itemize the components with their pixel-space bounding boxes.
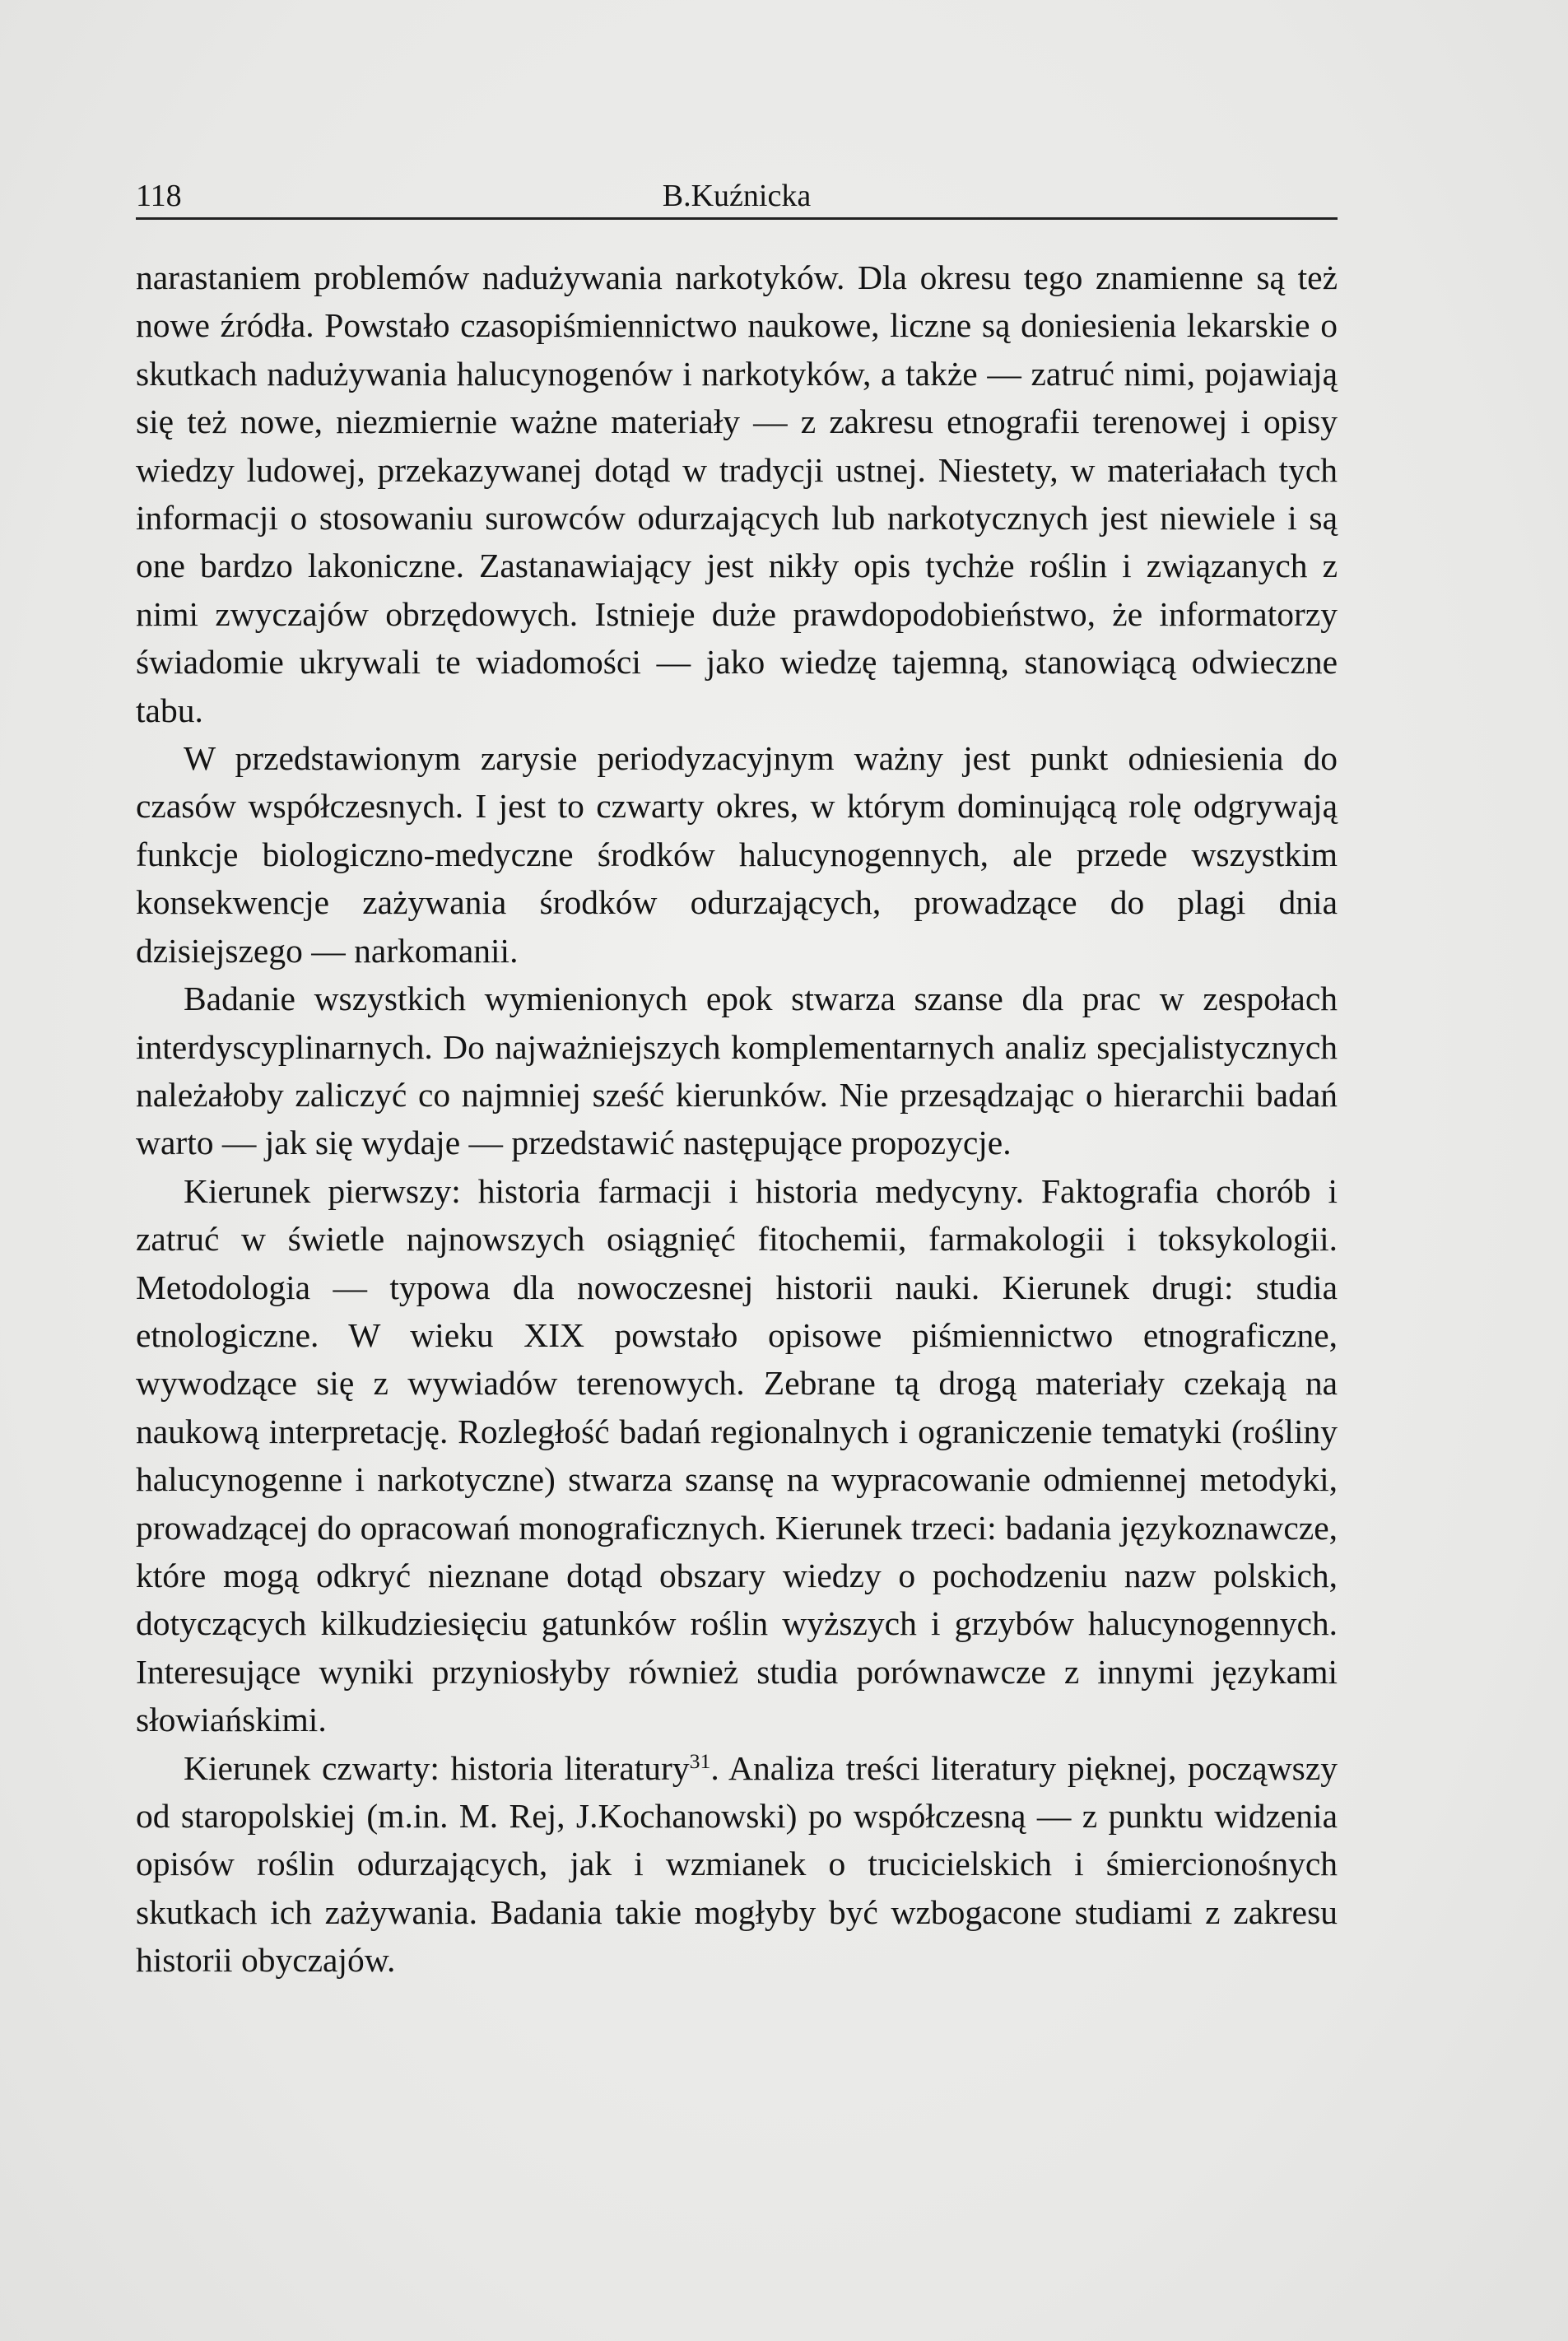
paragraph-research-directions: Kierunek pierwszy: historia farmacji i historia medycyny. Faktografia chorób i zatruć w świetle najnowszych osiągnięć fitochemii, farmakologii i toksykologii. Metodologia — typowa dla nowoczesnej historii nauki. Kierunek drugi: studia etnologiczne. W wieku XIX powstało opisowe piśmiennictwo etnograficzne, wywodzące się z wywiadów terenowych. Zebrane tą drogą materiały czekają na naukową interpretację. Rozległość badań regionalnych i ograniczenie tematyki (rośliny halucynogenne i narkotyczne) stwarza szansę na wypracowanie odmiennej metodyki, prowadzącej do opracowań monograficznych. Kierunek trzeci: badania językoznawcze, które mogą odkryć nieznane dotąd obszary wiedzy o pochodzeniu nazw polskich, dotyczących kilkudziesięciu gatunków roślin wyższych i grzybów halucynogennych. Interesujące wyniki przyniosłyby również studia porównawcze z innymi językami słowiańskimi. — [136, 1171, 1338, 1739]
body-text — [136, 254, 1338, 1985]
literature-text-after-note: . Analiza treści literatury pięknej, począwszy od staropolskiej (m.in. M. Rej, J.Kochanowski) po współczesną — z punktu widzenia opisów roślin odurzających, jak i wzmianek o trucicielskich i śmiercionośnych skutkach ich zażywania. Badania takie mogłyby być wzbogacone studiami z zakresu historii obyczajów. — [136, 1748, 1338, 1980]
running-head-author: B.Kuźnicka — [662, 179, 812, 213]
paragraph-periodization: W przedstawionym zarysie periodyzacyjnym ważny jest punkt odniesienia do czasów współczesnych. I jest to czwarty okres, w którym dominującą rolę odgrywają funkcje biologiczno-medyczne środków halucynogennych, ale przede wszystkim konsekwencje zażywania środków odurzających, prowadzące do plagi dnia dzisiejszego — narkomanii. — [136, 739, 1338, 970]
literature-text-before-note: Kierunek czwarty: historia literatury — [184, 1748, 690, 1787]
footnote-reference: 31 — [689, 1748, 711, 1773]
paragraph-interdisciplinary: Badanie wszystkich wymienionych epok stwarza szanse dla prac w zespołach interdyscyplinarnych. Do najważniejszych komplementarnych analiz specjalistycznych należałoby zaliczyć co najmniej sześć kierunków. Nie przesądzając o hierarchii badań warto — jak się wydaje — przedstawić następujące propozycje. — [136, 980, 1338, 1162]
running-head — [136, 175, 1338, 220]
paragraph-continued: narastaniem problemów nadużywania narkotyków. Dla okresu tego znamienne są też nowe źródła. Powstało czasopiśmiennictwo naukowe, liczne są doniesienia lekarskie o skutkach nadużywania halucynogenów i narkotyków, a także — zatruć nimi, pojawiają się też nowe, niezmiernie ważne materiały — z zakresu etnografii terenowej i opisy wiedzy ludowej, przekazywanej dotąd w tradycji ustnej. Niestety, w materiałach tych informacji o stosowaniu surowców odurzających lub narkotycznych jest niewiele i są one bardzo lakoniczne. Zastanawiający jest nikły opis tychże roślin i związanych z nimi zwyczajów obrzędowych. Istnieje duże prawdopodobieństwo, że informatorzy świadomie ukrywali te wiadomości — jako wiedzę tajemną, stanowiącą odwieczne tabu. — [136, 258, 1338, 729]
page-number: 118 — [136, 179, 182, 213]
paragraph-literature-direction — [136, 1744, 1338, 1985]
